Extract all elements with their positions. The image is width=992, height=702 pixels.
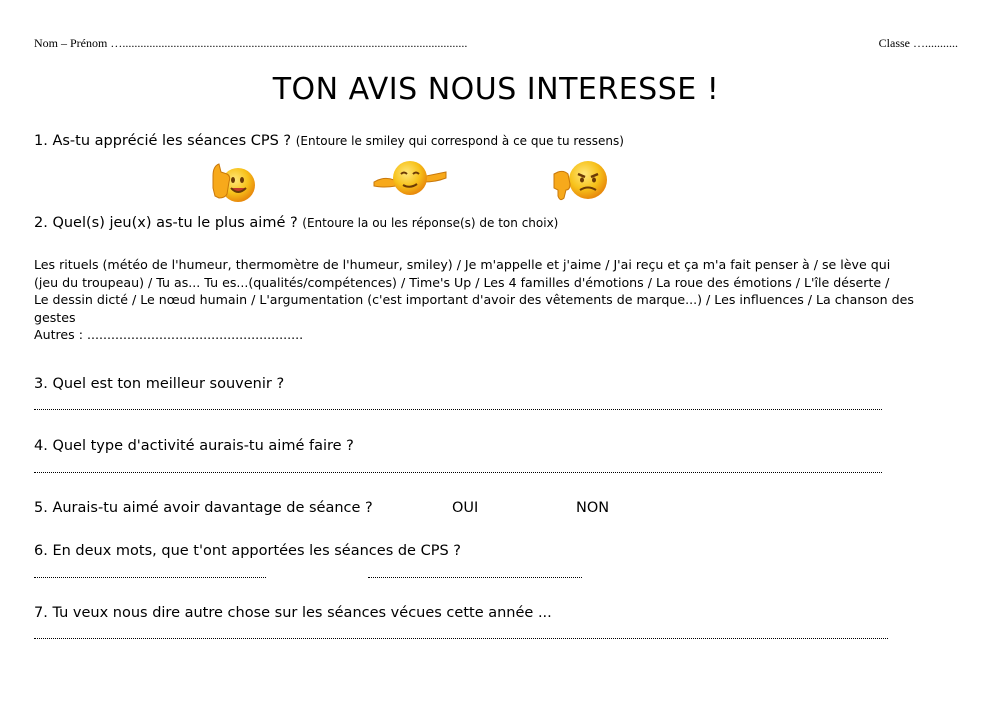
question-3-text: 3. Quel est ton meilleur souvenir ? bbox=[34, 376, 285, 392]
question-7-text: 7. Tu veux nous dire autre chose sur les séances vécues cette année ... bbox=[34, 605, 552, 621]
question-2 bbox=[34, 215, 558, 231]
question-4-answer-line[interactable] bbox=[34, 464, 882, 473]
question-5-text: 5. Aurais-tu aimé avoir davantage de séance ? bbox=[34, 500, 373, 516]
question-6-answer-line-1[interactable] bbox=[34, 569, 266, 578]
question-1 bbox=[34, 133, 624, 149]
question-2-text: 2. Quel(s) jeu(x) as-tu le plus aimé ? bbox=[34, 215, 298, 231]
games-list-line: gestes bbox=[34, 309, 76, 325]
games-list-line: (jeu du troupeau) / Tu as... Tu es...(qualités/compétences) / Time's Up / Les 4 familles d'émotions / La roue des émotions / L'île déserte / bbox=[34, 274, 890, 290]
neutral-smiley-icon[interactable] bbox=[370, 158, 450, 198]
class-field-label: Classe …........... bbox=[878, 36, 958, 50]
page-title: TON AVIS NOUS INTERESSE ! bbox=[272, 72, 720, 107]
games-list-line: Le dessin dicté / Le nœud humain / L'argumentation (c'est important d'avoir des vêtements de marque...) / Les influences / La chanson des bbox=[34, 292, 914, 307]
question-2-hint: (Entoure la ou les réponse(s) de ton choix) bbox=[302, 216, 559, 230]
games-list-line: Les rituels (météo de l'humeur, thermomètre de l'humeur, smiley) / Je m'appelle et j'aime / J'ai reçu et ça m'a fait penser à / se lève qui bbox=[34, 257, 891, 272]
question-4-text: 4. Quel type d'activité aurais-tu aimé faire ? bbox=[34, 438, 354, 454]
question-3-answer-line[interactable] bbox=[34, 401, 882, 410]
thumbs-down-smiley-icon[interactable] bbox=[548, 158, 612, 204]
question-6-answer-line-2[interactable] bbox=[368, 569, 582, 578]
games-list bbox=[34, 256, 962, 344]
answer-oui[interactable]: OUI bbox=[452, 500, 479, 516]
autres-field[interactable]: Autres : ...................................................... bbox=[34, 327, 304, 342]
thumbs-up-smiley-icon[interactable] bbox=[205, 158, 261, 204]
question-6-text: 6. En deux mots, que t'ont apportées les séances de CPS ? bbox=[34, 543, 461, 559]
answer-non[interactable]: NON bbox=[576, 500, 610, 516]
question-7-answer-line[interactable] bbox=[34, 630, 888, 639]
name-field-label: Nom – Prénom …................................................................................................................... bbox=[34, 36, 468, 50]
question-1-hint: (Entoure le smiley qui correspond à ce que tu ressens) bbox=[295, 134, 624, 148]
question-1-text: 1. As-tu apprécié les séances CPS ? bbox=[34, 133, 292, 149]
